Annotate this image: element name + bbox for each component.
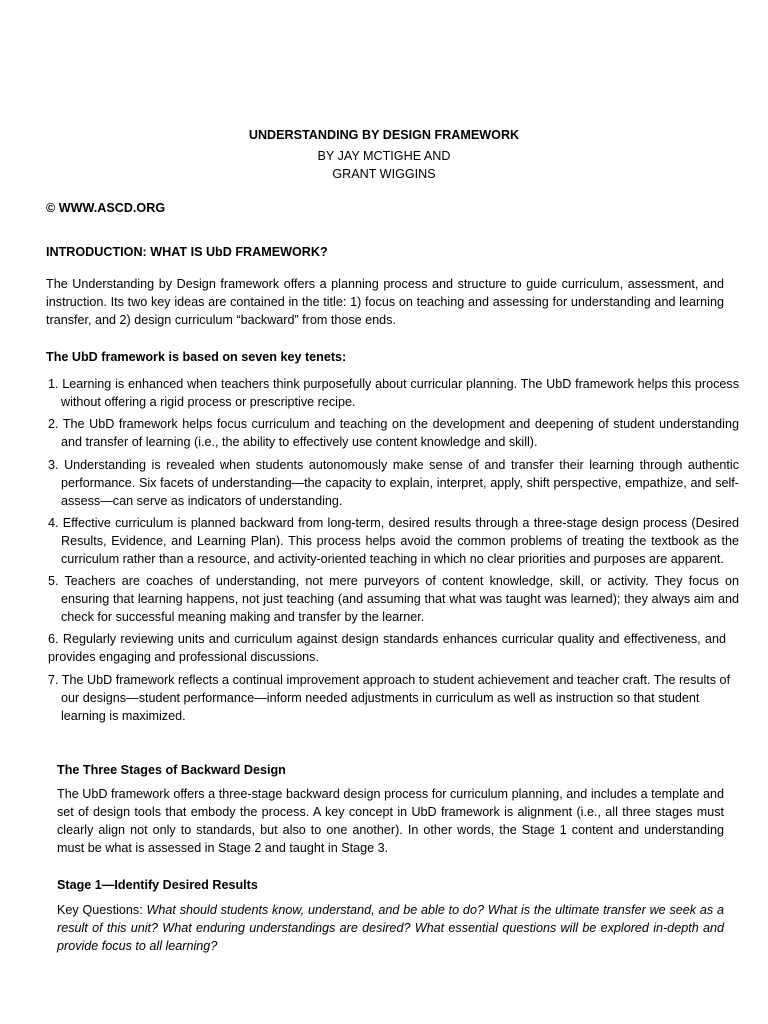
intro-heading: INTRODUCTION: WHAT IS UbD FRAMEWORK? — [46, 245, 328, 259]
intro-paragraph: The Understanding by Design framework offers a planning process and structure to guide curriculum, assessment, and instruction. Its two key ideas are contained in the title: 1) focus on teaching and assessing for understanding and learning transfer, and 2) design curriculum “backward” from those ends. — [46, 277, 724, 327]
stages-heading: The Three Stages of Backward Design — [57, 763, 286, 777]
byline-line-1: BY JAY MCTIGHE AND — [317, 149, 451, 163]
list-item: 3. Understanding is revealed when students autonomously make sense of and transfer their learning through authentic performance. Six facets of understanding—the capacity to explain, interpret, apply, shift perspective, empathize, and self-assess—can serve as indicators of understanding. — [48, 458, 739, 508]
list-item: 2. The UbD framework helps focus curriculum and teaching on the development and deepening of student understanding and transfer of learning (i.e., the ability to effectively use content knowledge and skill). — [48, 417, 739, 449]
document-title: UNDERSTANDING BY DESIGN FRAMEWORK — [248, 128, 520, 142]
stage1-heading: Stage 1—Identify Desired Results — [57, 878, 258, 892]
copyright-notice: © WWW.ASCD.ORG — [46, 201, 166, 215]
list-item: 5. Teachers are coaches of understanding, not mere purveyors of content knowledge, skill, or activity. They focus on ensuring that learning happens, not just teaching (and assuming that what was taught was learned); they always aim and check for successful meaning making and transfer by the learner. — [48, 574, 739, 624]
byline-line-2: GRANT WIGGINS — [332, 167, 436, 181]
stages-paragraph: The UbD framework offers a three-stage backward design process for curriculum planning, and includes a template and set of design tools that embody the process. A key concept in UbD framework is alignment (i.e., all three stages must clearly align not only to standards, but also to one another). In other words, the Stage 1 content and understanding must be what is assessed in Stage 2 and taught in Stage 3. — [57, 787, 724, 855]
list-item: 1. Learning is enhanced when teachers think purposefully about curricular planning. The UbD framework helps this process without offering a rigid process or prescriptive recipe. — [48, 377, 739, 409]
list-item: 4. Effective curriculum is planned backward from long-term, desired results through a three-stage design process (Desired Results, Evidence, and Learning Plan). This process helps avoid the common problems of treating the textbook as the curriculum rather than a resource, and activity-oriented teaching in which no clear priorities and purposes are apparent. — [48, 516, 740, 566]
list-item: 6. Regularly reviewing units and curriculum against design standards enhances curricular quality and effectiveness, and provides engaging and professional discussions. — [48, 632, 726, 664]
stage1-paragraph — [57, 901, 724, 955]
tenets-heading: The UbD framework is based on seven key tenets: — [46, 350, 347, 364]
list-item: 7. The UbD framework reflects a continual improvement approach to student achievement and teacher craft. The results of our designs—student performance—inform needed adjustments in curriculum as well as instruction so that student learning is maximized. — [48, 673, 731, 723]
key-questions-text: What should students know, understand, and be able to do? What is the ultimate transfer we seek as a result of this unit? What enduring understandings are desired? What essential questions will be explored in-depth and provide focus to all learning? — [57, 903, 724, 953]
key-questions-label: Key Questions: — [57, 903, 147, 917]
